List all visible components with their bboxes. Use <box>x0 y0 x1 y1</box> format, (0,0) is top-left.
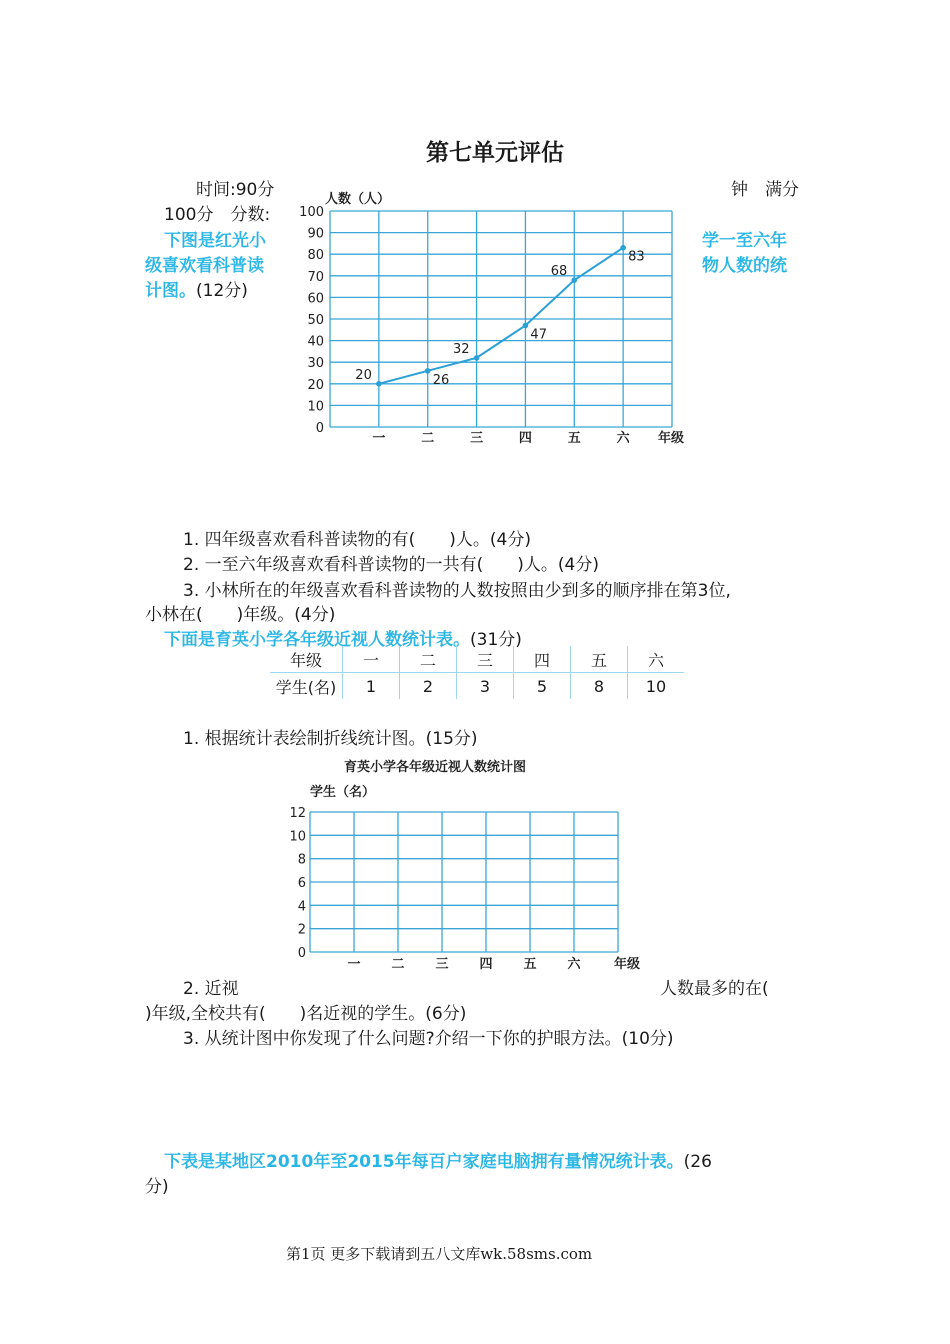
chart1-x-ticks <box>372 430 630 446</box>
section3-intro-text: 下表是某地区2010年至2015年每百户家庭电脑拥有量情况统计表。 <box>164 1152 684 1172</box>
chart1-point <box>425 368 431 374</box>
section1-intro-line3 <box>145 276 248 301</box>
chart1-data-label: 47 <box>530 327 547 343</box>
chart1-data-label: 32 <box>453 341 470 357</box>
chart1-y-tick-label: 10 <box>307 399 324 415</box>
chart1-x-tick-label: 四 <box>518 431 532 446</box>
section3-intro-cont: 分) <box>145 1177 169 1197</box>
reading-line-chart <box>295 185 695 450</box>
section1-intro-right2: 物人数的统 <box>702 256 787 276</box>
page-footer: 第1页 更多下载请到五八文库wk.58sms.com <box>286 1245 593 1263</box>
chart1-data-label: 20 <box>355 367 372 383</box>
table-row <box>270 673 684 700</box>
chart2-x-tick-label: 一 <box>347 957 361 972</box>
s2-question-1: 1. 根据统计表绘制折线统计图。(15分) <box>183 729 478 749</box>
s1-question-3-cont: 小林在( )年级。(4分) <box>145 605 336 625</box>
chart1-x-tick-label: 一 <box>372 431 386 446</box>
table-cell: 2 <box>400 673 457 700</box>
chart2-y-tick-label: 6 <box>297 876 306 891</box>
myopia-table <box>270 646 684 699</box>
chart1-data-label: 68 <box>550 264 568 280</box>
s2-question-2: 2. 近视 <box>183 979 239 999</box>
chart2-x-tick-label: 五 <box>523 957 537 972</box>
s2-question-2-right: 人数最多的在( <box>660 979 769 999</box>
chart1-x-tick-label: 三 <box>470 431 484 446</box>
table-header-cell: 四 <box>514 646 571 673</box>
table-header-cell: 年级 <box>270 646 343 673</box>
section3-intro <box>164 1147 712 1172</box>
table-row-label: 学生(名) <box>275 677 337 697</box>
s1-question-3: 3. 小林所在的年级喜欢看科普读物的人数按照由少到多的顺序排在第3位, <box>183 581 731 601</box>
myopia-blank-chart <box>280 752 680 974</box>
chart1-y-tick-label: 30 <box>307 356 324 372</box>
chart1-points <box>355 245 644 388</box>
chart2-y-tick-label: 0 <box>297 946 306 961</box>
chart1-x-tick-label: 六 <box>616 431 630 446</box>
chart2-title: 育英小学各年级近视人数统计图 <box>343 760 527 775</box>
chart1-y-tick-label: 60 <box>307 291 324 307</box>
table-header-cell: 五 <box>571 646 628 673</box>
table-header-cell: 三 <box>457 646 514 673</box>
score-line: 100分 分数: <box>164 205 271 225</box>
table-header-cell: 六 <box>628 646 685 673</box>
chart1-x-tick-label: 二 <box>421 431 435 446</box>
chart2-y-ticks <box>289 806 306 961</box>
chart2-x-tick-label: 三 <box>435 957 449 972</box>
chart1-y-tick-label: 70 <box>307 269 324 285</box>
chart1-point <box>571 277 577 283</box>
section1-points: (12分) <box>196 281 248 301</box>
chart2-y-tick-label: 12 <box>289 806 306 821</box>
chart1-grid <box>330 211 672 427</box>
chart2-x-ticks <box>347 956 581 972</box>
chart1-y-tick-label: 40 <box>307 334 324 350</box>
table-cell: 8 <box>571 673 628 700</box>
section1-intro-line3-text: 计图。 <box>145 281 196 301</box>
time-limit-text: 时间:90分 <box>196 180 275 200</box>
section3-points: (26 <box>683 1152 712 1172</box>
chart2-xlabel: 年级 <box>614 957 641 972</box>
table-header-cell: 二 <box>400 646 457 673</box>
table-cell: 1 <box>343 673 400 700</box>
section1-intro-right1: 学一至六年 <box>702 231 787 251</box>
chart1-point <box>523 323 529 329</box>
chart2-y-tick-label: 2 <box>297 922 306 938</box>
chart2-y-tick-label: 10 <box>289 829 306 845</box>
table-cell: 10 <box>628 673 685 700</box>
chart1-point <box>620 245 626 251</box>
chart2-y-tick-label: 4 <box>297 899 306 915</box>
chart1-y-ticks <box>299 205 324 436</box>
table-cell: 5 <box>514 673 571 700</box>
s1-question-2: 2. 一至六年级喜欢看科普读物的一共有( )人。(4分) <box>183 555 599 575</box>
chart1-y-tick-label: 80 <box>307 248 324 264</box>
chart2-y-tick-label: 8 <box>297 852 306 868</box>
chart1-y-tick-label: 0 <box>315 421 324 436</box>
chart2-grid <box>310 812 618 952</box>
chart2-x-tick-label: 四 <box>479 957 493 972</box>
table-cell: 3 <box>457 673 514 700</box>
s2-question-3: 3. 从统计图中你发现了什么问题?介绍一下你的护眼方法。(10分) <box>183 1029 674 1049</box>
chart1-y-tick-label: 50 <box>307 313 324 328</box>
section1-intro-line1: 下图是红光小 <box>164 231 266 251</box>
chart1-data-label: 26 <box>432 372 450 388</box>
section2-points: (31分) <box>470 630 522 650</box>
chart1-data-label: 83 <box>628 249 645 265</box>
chart1-point <box>376 381 382 387</box>
table-header-row <box>270 646 684 673</box>
s2-question-2-cont: )年级,全校共有( )名近视的学生。(6分) <box>145 1004 467 1024</box>
chart1-y-tick-label: 90 <box>307 226 324 242</box>
chart1-point <box>474 355 480 361</box>
chart1-y-tick-label: 100 <box>299 205 324 220</box>
chart2-x-tick-label: 二 <box>391 957 405 972</box>
section2-intro-text: 下面是育英小学各年级近视人数统计表。 <box>164 630 470 650</box>
section1-intro-line2: 级喜欢看科普读 <box>145 256 264 276</box>
full-score-text: 钟 满分 <box>731 180 799 200</box>
chart1-series-line <box>379 248 623 384</box>
s1-question-1: 1. 四年级喜欢看科普读物的有( )人。(4分) <box>183 530 531 550</box>
chart2-x-tick-label: 六 <box>567 957 581 972</box>
page-title: 第七单元评估 <box>426 139 564 166</box>
chart1-x-tick-label: 五 <box>567 431 581 446</box>
chart1-y-tick-label: 20 <box>307 377 324 393</box>
chart1-xlabel: 年级 <box>658 431 685 446</box>
chart2-ylabel: 学生（名） <box>310 785 376 800</box>
chart1-ylabel: 人数（人） <box>325 192 391 207</box>
table-header-cell: 一 <box>343 646 400 673</box>
